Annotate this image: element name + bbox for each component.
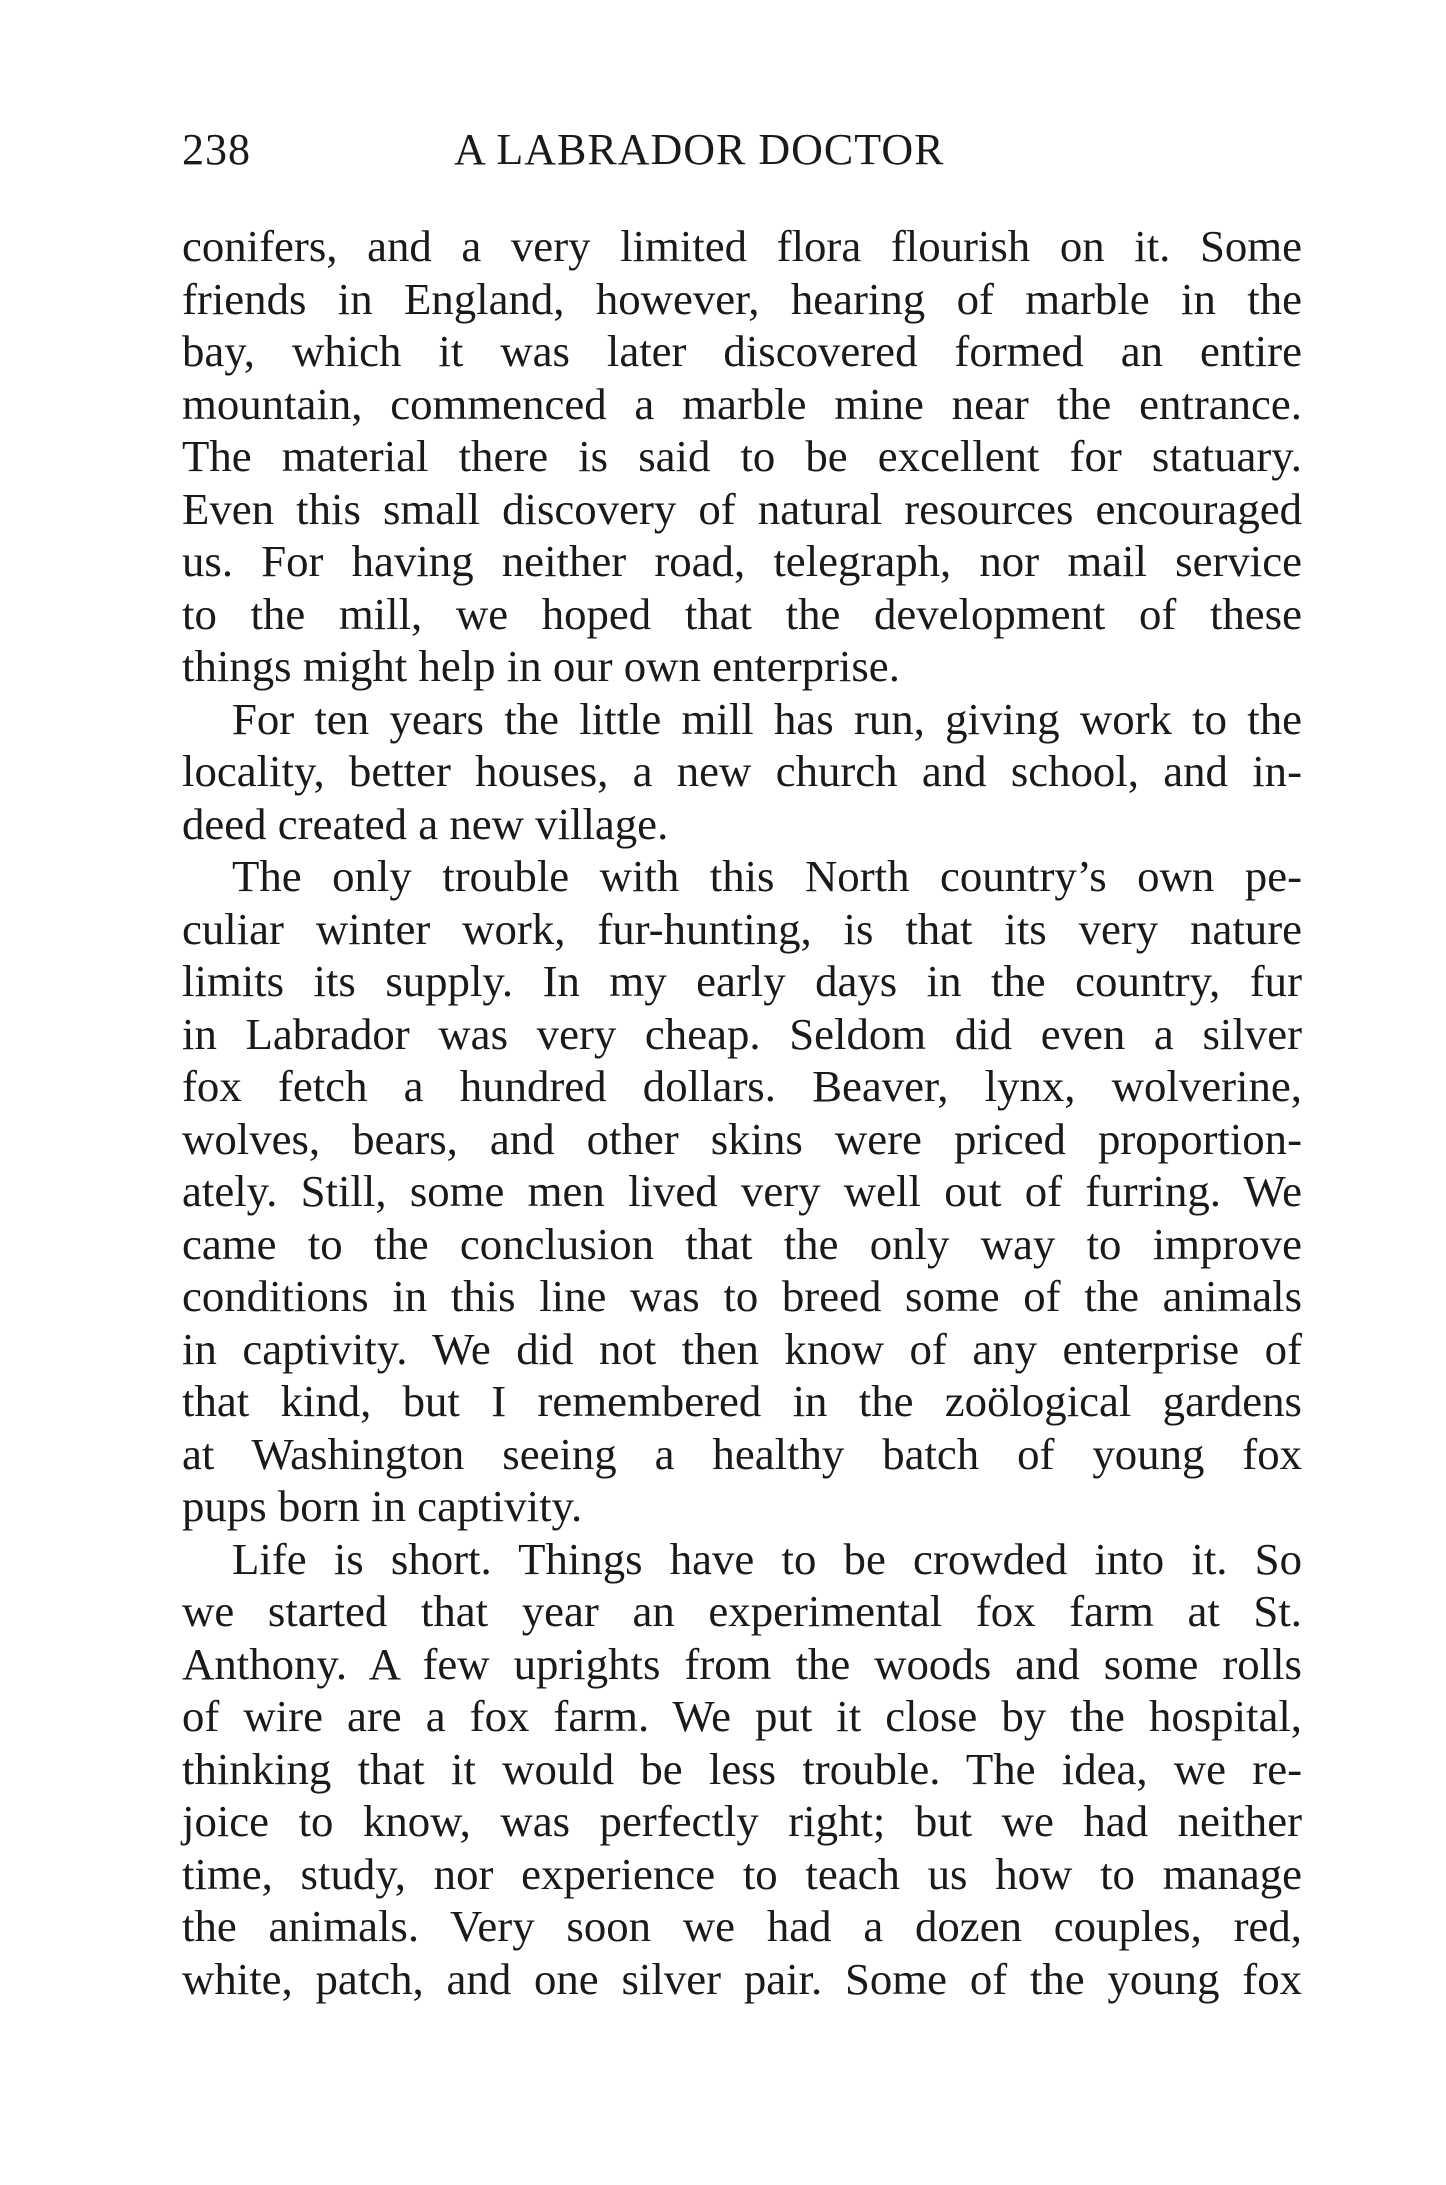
paragraph-4 [182,1533,1302,2006]
text-line: in captivity. We did not then know of any enterprise of [182,1323,1302,1374]
text-line: conditions in this line was to breed some of the animals [182,1271,1302,1321]
text-line: friends in England, however, hearing of marble in the [182,273,1302,324]
text-line: bay, which it was later discovered formed an entire [182,326,1302,376]
body-text [182,220,1302,2005]
text-line: limits its supply. In my early days in the country, fur [182,956,1302,1006]
text-line: us. For having neither road, telegraph, nor mail service [182,536,1302,586]
text-line: mountain, commenced a marble mine near the entrance. [182,378,1302,429]
paragraph-2 [182,693,1302,851]
text-line: The only trouble with this North country’s own pe- [232,851,1302,901]
text-line: at Washington seeing a healthy batch of young fox [182,1428,1302,1479]
running-head-title: A LABRADOR DOCTOR [454,125,945,174]
text-line: time, study, nor experience to teach us how to manage [182,1848,1302,1899]
text-line: ately. Still, some men lived very well out of furring. We [182,1166,1302,1216]
page-header [182,122,1302,178]
text-line: deed created a new village. [182,798,669,849]
text-line: Anthony. A few uprights from the woods and some rolls [182,1638,1302,1689]
text-line: For ten years the little mill has run, giving work to the [232,693,1302,744]
text-line: Even this small discovery of natural resources encouraged [182,483,1302,534]
text-line: conifers, and a very limited flora flourish on it. Some [182,221,1302,271]
paragraph-1 [182,220,1302,693]
paragraph-3 [182,850,1302,1533]
text-line: thinking that it would be less trouble. The idea, we re- [182,1743,1302,1794]
text-line: culiar winter work, fur-hunting, is that its very nature [182,903,1302,954]
text-line: we started that year an experimental fox farm at St. [182,1586,1302,1636]
text-line: fox fetch a hundred dollars. Beaver, lynx, wolverine, [182,1061,1302,1111]
text-line: pups born in captivity. [182,1481,583,1531]
text-line: joice to know, was perfectly right; but we had neither [182,1796,1302,1846]
text-line: in Labrador was very cheap. Seldom did even a silver [182,1008,1302,1059]
text-line: that kind, but I remembered in the zoölogical gardens [182,1376,1302,1426]
page-number: 238 [182,125,251,174]
text-line: white, patch, and one silver pair. Some of the young fox [182,1953,1302,2004]
text-line: things might help in our own enterprise. [182,641,900,691]
text-line: the animals. Very soon we had a dozen couples, red, [182,1901,1302,1951]
text-line: The material there is said to be excellent for statuary. [182,431,1302,481]
text-line: Life is short. Things have to be crowded into it. So [232,1533,1302,1584]
text-line: to the mill, we hoped that the development of these [182,588,1302,639]
text-line: wolves, bears, and other skins were priced proportion- [182,1113,1302,1164]
text-line: came to the conclusion that the only way to improve [182,1218,1302,1269]
text-line: locality, better houses, a new church and school, and in- [182,746,1302,796]
text-line: of wire are a fox farm. We put it close by the hospital, [182,1691,1302,1741]
